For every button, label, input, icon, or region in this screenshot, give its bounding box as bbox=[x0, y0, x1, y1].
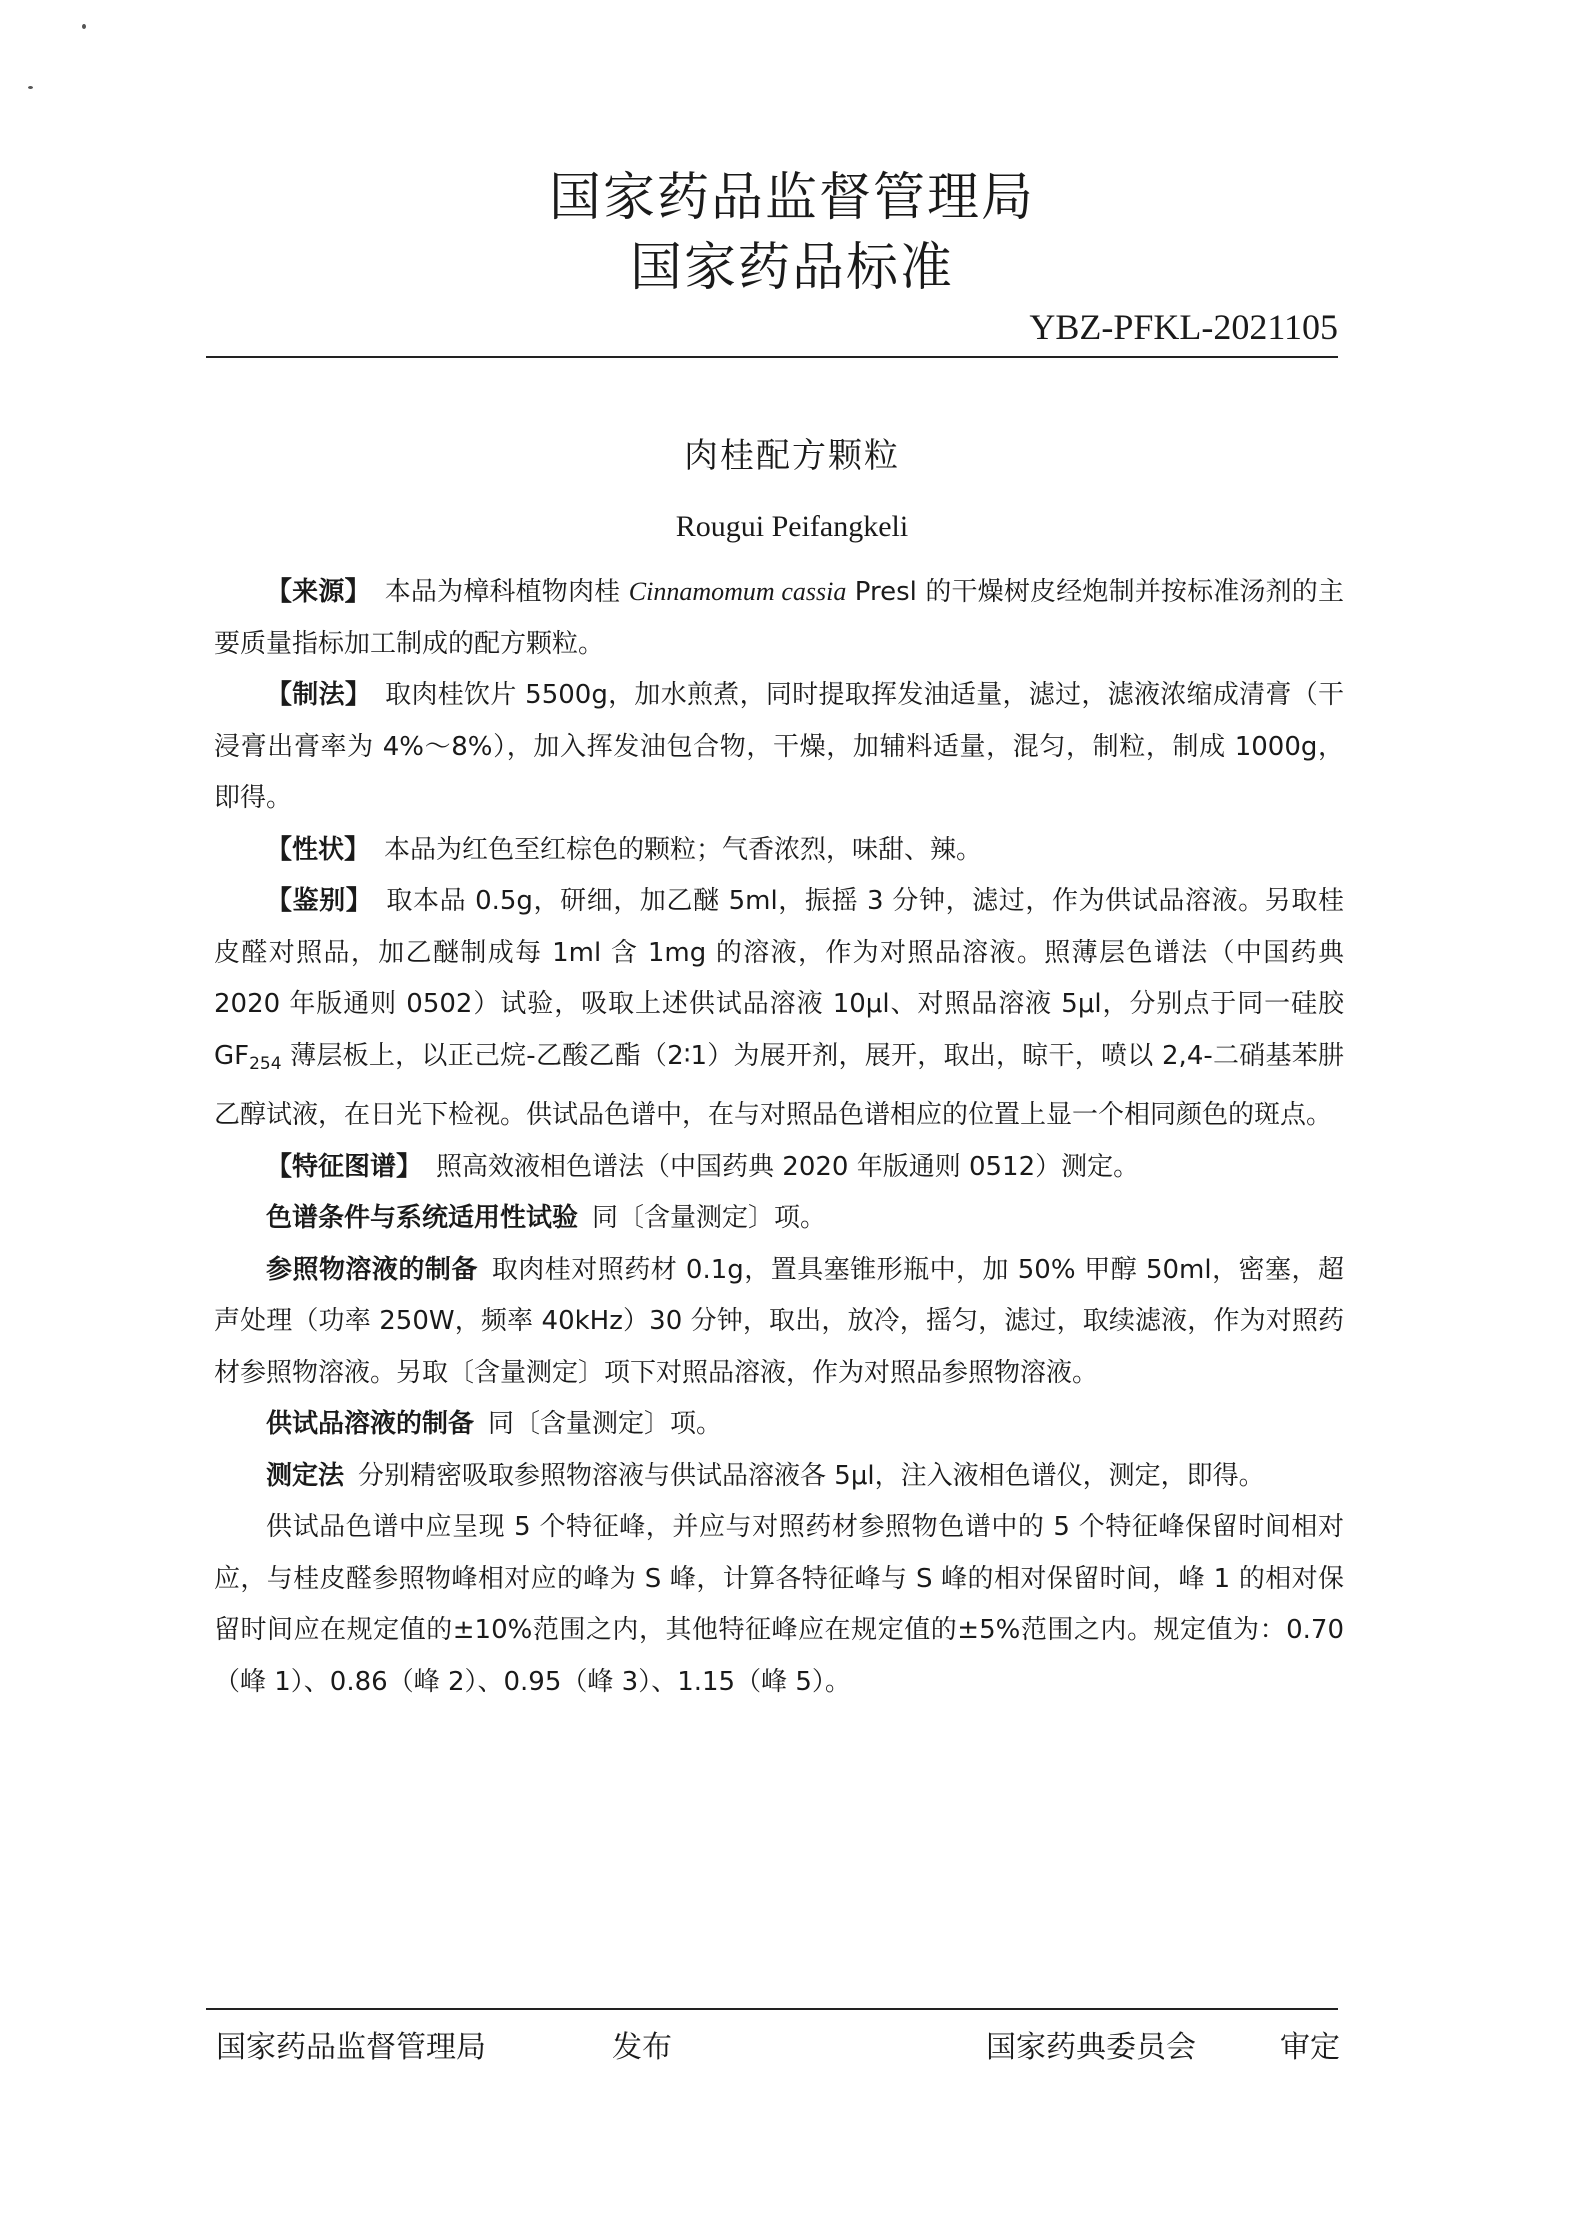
result-text: 供试品色谱中应呈现 5 个特征峰，并应与对照药材参照物色谱中的 5 个特征峰保留时间相对应，与桂皮醛参照物峰相对应的峰为 S 峰，计算各特征峰与 S 峰的相对保留时间，峰 1 的相对保留时间应在规定值的±10%范围之内，其他特征峰应在规定值的±5%范围之内。规定值为：0.70（峰 1）、0.86（峰 2）、0.95（峰 3）、1.15（峰 5）。 bbox=[214, 1512, 1344, 1697]
properties-text: 本品为红色至红棕色的颗粒；气香浓烈，味甜、辣。 bbox=[384, 834, 983, 865]
footer-divider bbox=[206, 2008, 1338, 2010]
section-identification bbox=[214, 876, 1344, 1142]
section-label-source: 【来源】 bbox=[266, 577, 371, 607]
source-text-post: Presl 的干燥树皮经炮制并按标准汤剂的主要质量指标加工制成的配方颗粒。 bbox=[214, 577, 1344, 659]
fingerprint-text: 照高效液相色谱法（中国药典 2020 年版通则 0512）测定。 bbox=[436, 1151, 1140, 1182]
scan-speck bbox=[28, 86, 33, 89]
fingerprint-result bbox=[214, 1502, 1344, 1708]
chromatography-text: 同〔含量测定〕项。 bbox=[592, 1203, 827, 1233]
method-text: 取肉桂饮片 5500g，加水煎煮，同时提取挥发油适量，滤过，滤液浓缩成清膏（干浸膏出膏率为 4%～8%），加入挥发油包合物，干燥，加辅料适量，混匀，制粒，制成 1000g，即得。 bbox=[214, 680, 1344, 813]
subsection-label-chromatography: 色谱条件与系统适用性试验 bbox=[266, 1203, 579, 1233]
footer-issuer: 国家药品监督管理局 bbox=[216, 2030, 486, 2065]
section-method bbox=[214, 670, 1344, 825]
identification-text-pre: 取本品 0.5g，研细，加乙醚 5ml，振摇 3 分钟，滤过，作为供试品溶液。另取桂皮醛对照品，加乙醚制成每 1ml 含 1mg 的溶液，作为对照品溶液。照薄层色谱法（中国药典 2020 年版通则 0502）试验，吸取上述供试品溶液 10μl、对照品溶液 5μl，分别点于同一硅胶 GF bbox=[214, 886, 1344, 1071]
identification-subscript: 254 bbox=[249, 1053, 282, 1074]
assay-text: 分别精密吸取参照物溶液与供试品溶液各 5μl，注入液相色谱仪，测定，即得。 bbox=[358, 1460, 1265, 1491]
reference-text: 取肉桂对照药材 0.1g，置具塞锥形瓶中，加 50% 甲醇 50ml，密塞，超声处理（功率 250W，频率 40kHz）30 分钟，取出，放冷，摇匀，滤过，取续滤液，作为对照药材参照物溶液。另取〔含量测定〕项下对照品溶液，作为对照品参照物溶液。 bbox=[214, 1254, 1344, 1388]
document-body bbox=[214, 566, 1344, 1708]
section-label-properties: 【性状】 bbox=[266, 834, 371, 865]
sample-text: 同〔含量测定〕项。 bbox=[488, 1409, 723, 1439]
identification-text-post: 薄层板上，以正己烷-乙酸乙酯（2∶1）为展开剂，展开，取出，晾干，喷以 2,4-二硝基苯肼乙醇试液，在日光下检视。供试品色谱中，在与对照品色谱相应的位置上显一个相同颜色的斑点。 bbox=[214, 1040, 1344, 1130]
scan-speck bbox=[82, 24, 86, 29]
subsection-assay bbox=[214, 1451, 1344, 1503]
footer-review-action: 审定 bbox=[1280, 2030, 1340, 2065]
section-properties bbox=[214, 825, 1344, 877]
footer bbox=[0, 2022, 1584, 2072]
subsection-chromatography bbox=[214, 1193, 1344, 1245]
standard-code: YBZ-PFKL-2021105 bbox=[1029, 307, 1338, 347]
source-text-pre: 本品为樟科植物肉桂 bbox=[384, 577, 621, 607]
subsection-reference-solution bbox=[214, 1245, 1344, 1400]
footer-issue-action: 发布 bbox=[612, 2030, 672, 2065]
subsection-sample-solution bbox=[214, 1399, 1344, 1451]
latin-species-name: Cinnamomum cassia bbox=[628, 577, 847, 606]
section-label-fingerprint: 【特征图谱】 bbox=[266, 1151, 423, 1182]
section-fingerprint bbox=[214, 1142, 1344, 1194]
drug-name-pinyin: Rougui Peifangkeli bbox=[675, 510, 909, 543]
header-divider bbox=[206, 356, 1338, 358]
section-label-identification: 【鉴别】 bbox=[266, 886, 373, 916]
section-source bbox=[214, 566, 1344, 670]
subsection-label-sample: 供试品溶液的制备 bbox=[266, 1409, 475, 1439]
subsection-label-assay: 测定法 bbox=[266, 1460, 345, 1491]
issuing-authority-title: 国家药品监督管理局 bbox=[548, 168, 1035, 228]
subsection-label-reference: 参照物溶液的制备 bbox=[266, 1254, 478, 1285]
footer-reviewer: 国家药典委员会 bbox=[986, 2030, 1196, 2065]
drug-name-chinese: 肉桂配方颗粒 bbox=[684, 436, 900, 476]
section-label-method: 【制法】 bbox=[266, 680, 372, 710]
standard-type-title: 国家药品标准 bbox=[629, 238, 954, 298]
